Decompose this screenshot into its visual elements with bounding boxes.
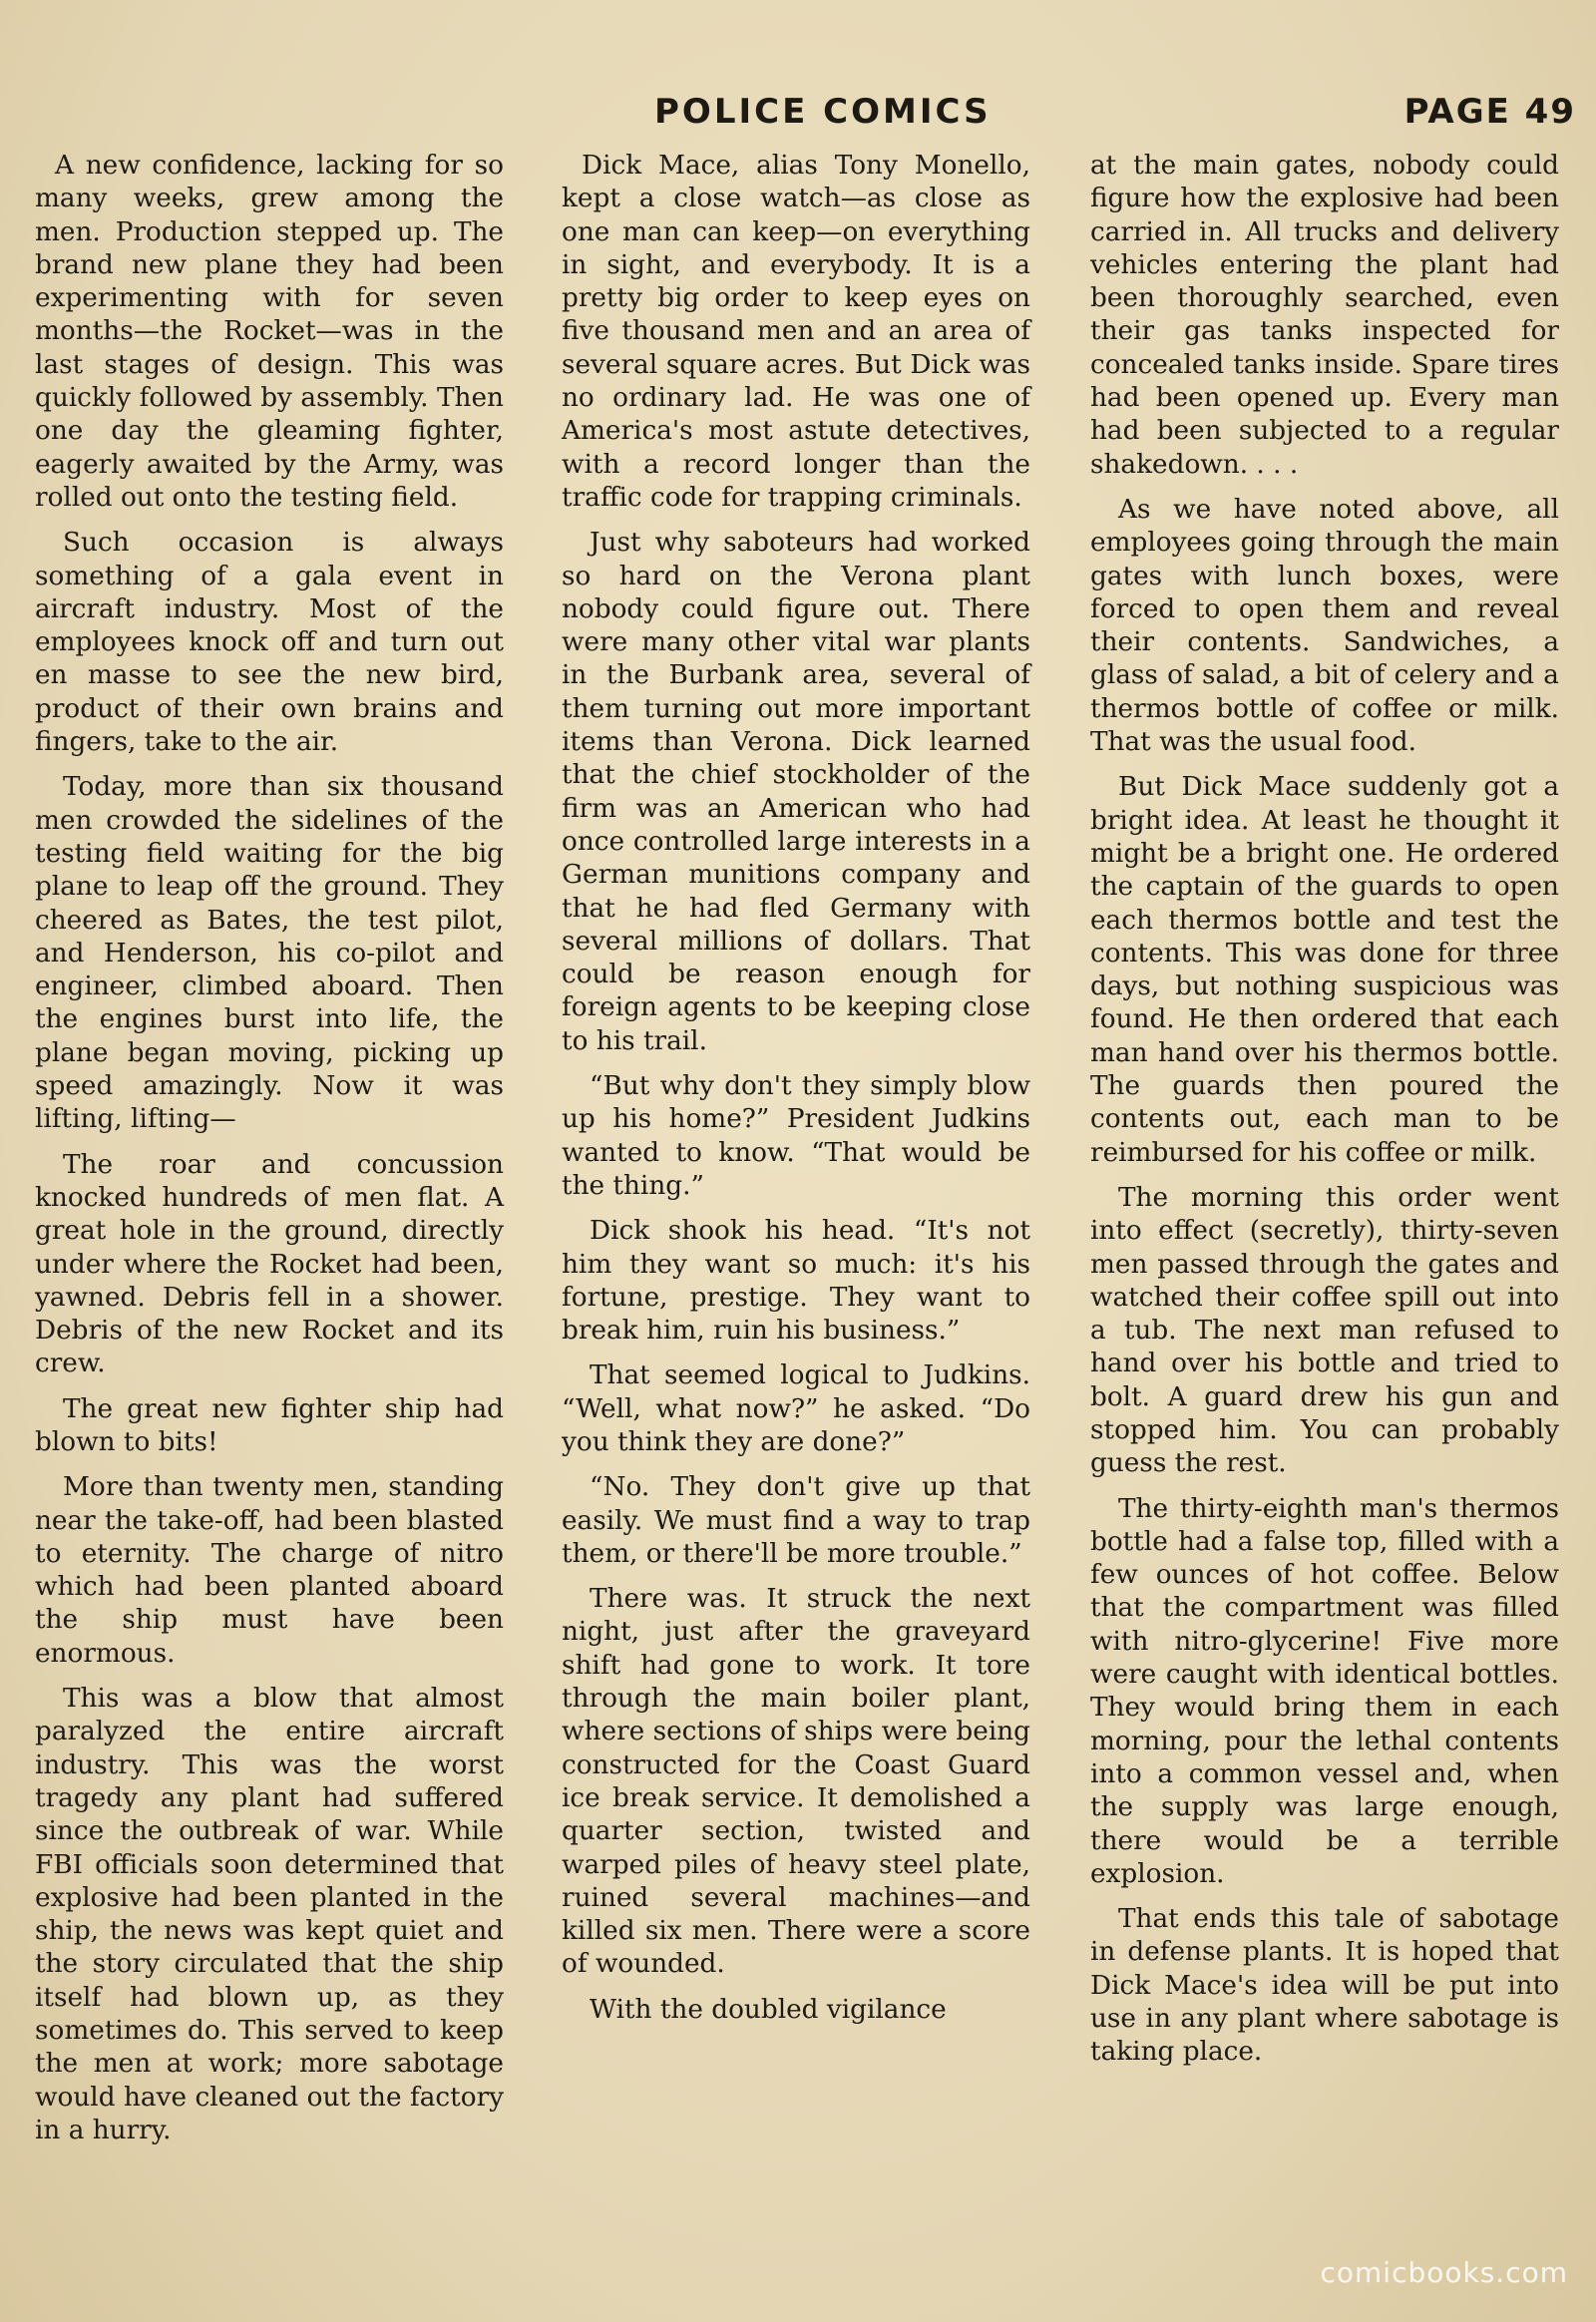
paragraph: The thirty-eighth man's thermos bottle had a false top, filled with a few ounces of hot coffee. Below that the compartment was filled with nitro-glycerine! Five more were caught with identical bottles. They would bring them in each morning, pour the lethal contents into a common vessel and, when the supply was large enough, there would be a terrible explosion. [1090, 1493, 1559, 1889]
page-number: PAGE 49 [1403, 92, 1576, 132]
paragraph: The great new fighter ship had blown to bits! [35, 1393, 504, 1457]
watermark: comicbooks.com [1320, 2256, 1568, 2289]
page-header [0, 92, 1596, 142]
text-column-2 [562, 150, 1030, 2264]
text-column-1 [35, 150, 504, 2264]
paragraph: There was. It struck the next night, just after the graveyard shift had gone to work. It tore through the main boiler plant, where sections of ships were being constructed for the Coast Guard ice break service. It demolished a quarter section, twisted and warped piles of heavy steel plate, ruined several machines—and killed six men. There were a score of wounded. [562, 1584, 1030, 1980]
paragraph: With the doubled vigilance [590, 1994, 947, 2025]
paragraph: That ends this tale of sabotage in defense plants. It is hoped that Dick Mace's idea will be put into use in any plant where sabotage is taking place. [1090, 1904, 1559, 2068]
paragraph: As we have noted above, all employees going through the main gates with lunch boxes, were forced to open them and reveal their contents. Sandwiches, a glass of salad, a bit of celery and a thermos bottle of coffee or milk. That was the usual food. [1090, 494, 1559, 758]
paragraph: The morning this order went into effect (secretly), thirty-seven men passed through the gates and watched their coffee spill out into a tub. The next man refused to hand over his bottle and tried to bolt. A guard drew his gun and stopped him. You can probably guess the rest. [1090, 1182, 1559, 1479]
paragraph: That seemed logical to Judkins. “Well, what now?” he asked. “Do you think they are done?” [562, 1360, 1030, 1457]
paragraph: “But why don't they simply blow up his home?” President Judkins wanted to know. “That would be the thing.” [562, 1071, 1030, 1201]
paragraph: This was a blow that almost paralyzed the entire aircraft industry. This was the worst tragedy any plant had suffered since the outbreak of war. While FBI officials soon determined that explosive had been planted in the ship, the news was kept quiet and the story circulated that the ship itself had blown up, as they sometimes do. This served to keep the men at work; more sabotage would have cleaned out the factory in a hurry. [35, 1684, 504, 2145]
paragraph: Today, more than six thousand men crowded the sidelines of the testing field waiting for the big plane to leap off the ground. They cheered as Bates, the test pilot, and Henderson, his co-pilot and engineer, climbed aboard. Then the engines burst into life, the plane began moving, picking up speed amazingly. Now it was lifting, lifting— [35, 772, 504, 1135]
paragraph: Dick Mace, alias Tony Monello, kept a close watch—as close as one man can keep—on everything in sight, and everybody. It is a pretty big order to keep eyes on five thousand men and an area of several square acres. But Dick was no ordinary lad. He was one of America's most astute detectives, with a record longer than the traffic code for trapping criminals. [562, 151, 1030, 513]
paragraph: Just why saboteurs had worked so hard on the Verona plant nobody could figure out. There were many other vital war plants in the Burbank area, several of them turning out more important items than Verona. Dick learned that the chief stockholder of the firm was an American who had once controlled large interests in a German munitions company and that he had fled Germany with several millions of dollars. That could be reason enough for foreign agents to be keeping close to his trail. [562, 528, 1030, 1056]
paragraph: The roar and concussion knocked hundreds of men flat. A great hole in the ground, directly under where the Rocket had been, yawned. Debris fell in a shower. Debris of the new Rocket and its crew. [35, 1149, 504, 1379]
text-column-3 [1090, 150, 1559, 2264]
paragraph: Such occasion is always something of a gala event in aircraft industry. Most of the employees knock off and turn out en masse to see the new bird, product of their own brains and fingers, take to the air. [35, 528, 504, 758]
paragraph: Dick shook his head. “It's not him they want so much: it's his fortune, prestige. They want to break him, ruin his business.” [562, 1216, 1030, 1347]
paragraph: at the main gates, nobody could figure how the explosive had been carried in. All trucks and delivery vehicles entering the plant had been thoroughly searched, even their gas tanks inspected for concealed tanks inside. Spare tires had been opened up. Every man had been subjected to a regular shakedown. . . . [1090, 151, 1559, 480]
paragraph: But Dick Mace suddenly got a bright idea. At least he thought it might be a bright one. He ordered the captain of the guards to open each thermos bottle and test the contents. This was done for three days, but nothing suspicious was found. He then ordered that each man hand over his thermos bottle. The guards then poured the contents out, each man to be reimbursed for his coffee or milk. [1090, 772, 1559, 1168]
paragraph: “No. They don't give up that easily. We must find a way to trap them, or there'll be more trouble.” [562, 1472, 1030, 1569]
paragraph: More than twenty men, standing near the take-off, had been blasted to eternity. The charge of nitro which had been planted aboard the ship must have been enormous. [35, 1472, 504, 1669]
paragraph: A new confidence, lacking for so many weeks, grew among the men. Production stepped up. The brand new plane they had been experimenting with for seven months—the Rocket—was in the last stages of design. This was quickly followed by assembly. Then one day the gleaming fighter, eagerly awaited by the Army, was rolled out onto the testing field. [35, 151, 504, 513]
magazine-title: POLICE COMICS [654, 92, 992, 132]
